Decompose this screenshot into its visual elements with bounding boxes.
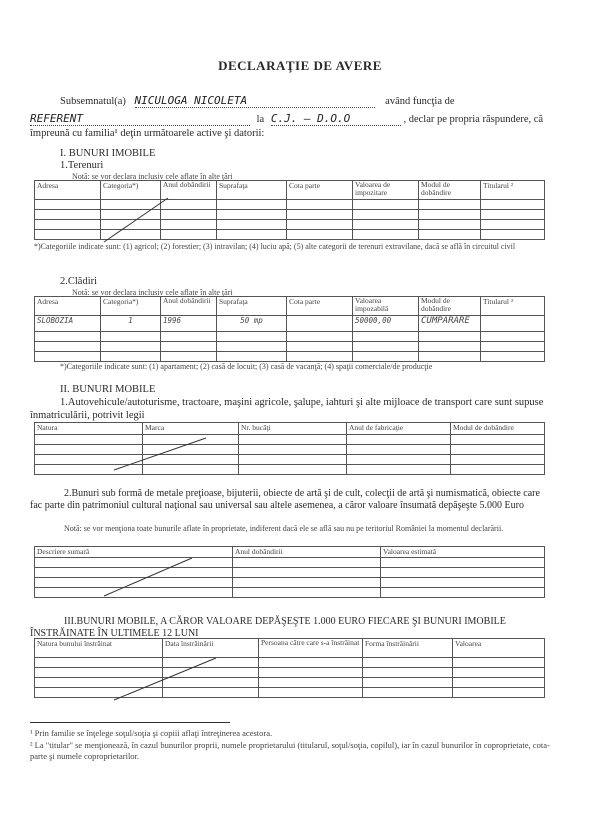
declarant-name: NICULOGA NICOLETA — [135, 94, 375, 108]
declar-label: , declar pe propria răspundere, că — [403, 114, 544, 125]
table-row — [35, 465, 545, 475]
table-header-row — [35, 547, 545, 558]
col-adresa: Adresa — [35, 181, 101, 200]
table-row — [35, 578, 545, 588]
col-anul: Anul dobândirii — [161, 181, 217, 200]
pretioase-table — [34, 546, 545, 598]
terenuri-subheading: 1.Terenuri — [60, 160, 104, 171]
section-3-heading: III.BUNURI MOBILE, A CĂROR VALOARE DEPĂŞEŞTE 1.000 EURO FIECARE ŞI BUNURI IMOBILE — [64, 616, 506, 627]
table-row — [35, 200, 545, 210]
autovehicule-table — [34, 422, 545, 475]
terenuri-footnote: *)Categoriile indicate sunt: (1) agricol; (2) forestier; (3) intravilan; (4) luciu apă; (5) alte categorii de terenuri extravilane, dacă se află în circuitul civil — [34, 242, 516, 251]
col-persoana: Persoana către care s-a înstrăinat — [259, 639, 363, 658]
declarant-function: REFERENT — [30, 112, 250, 126]
col-cota: Cota parte — [287, 297, 353, 316]
col-adresa: Adresa — [35, 297, 101, 316]
col-categoria: Categoria*) — [101, 181, 161, 200]
cell-categoria: 1 — [101, 316, 161, 332]
table-row — [35, 588, 545, 598]
pretioase-subheading: 2.Bunuri sub formă de metale preţioase, bijuterii, obiecte de artă şi de cult, colecţii de artă şi numismatică, obiecte care fac parte din patrimoniul cultural naţional sau universal sau altele asemenea, a căror valoare însumată depăşeşte 5.000 Euro — [30, 488, 540, 511]
auto-subheading: 1.Autovehicule/autoturisme, tractoare, maşini agricole, şalupe, iahturi şi alte mijloace de transport care sunt supuse înmatriculării, potrivit legii — [30, 397, 544, 421]
la-label: la — [256, 114, 265, 125]
intro-line-1 — [60, 94, 455, 108]
declarant-institution: C.J. – D.O.O — [271, 112, 401, 126]
col-suprafata: Suprafaţa — [217, 181, 287, 200]
table-row — [35, 688, 545, 698]
table-row — [35, 332, 545, 342]
cell-valoarea: 50000,00 — [353, 316, 419, 332]
table-row — [35, 220, 545, 230]
col-modul: Modul de dobândire — [419, 297, 481, 316]
col-titular: Titularul ² — [481, 181, 545, 200]
cladiri-footnote: *)Categoriile indicate sunt: (1) apartament; (2) casă de locuit; (3) casă de vacanţă; (4) spaţii comerciale/de producţie — [60, 362, 433, 371]
table-row — [35, 230, 545, 240]
table-row — [35, 658, 545, 668]
cell-suprafata: 50 mp — [217, 316, 287, 332]
footnote-2: ² La "titular" se menţionează, în cazul bunurilor proprii, numele proprietarului (titularul, soţul/soţia, copilul), iar în cazul bunurilor în coproprietate, cota-parte şi numele coproprietarilor. — [30, 740, 550, 761]
table-row — [35, 342, 545, 352]
table-row — [35, 558, 545, 568]
col-valoarea: Valoarea — [453, 639, 545, 658]
cell-cota — [287, 316, 353, 332]
table-row — [35, 352, 545, 362]
col-anul-fabricatie: Anul de fabricaţie — [347, 423, 451, 435]
table-row — [35, 210, 545, 220]
table-header-row — [35, 639, 545, 658]
intro-line-3: împreună cu familia¹ deţin următoarele active şi datorii: — [30, 128, 265, 139]
col-titular: Titularul ² — [481, 297, 545, 316]
pretioase-note: Notă: se vor menţiona toate bunurile aflate în proprietate, indiferent dacă ele se află sau nu pe teritoriul României la momentul declarării. — [64, 524, 504, 533]
table-header-row — [35, 181, 545, 200]
table-row — [35, 435, 545, 445]
section-1-heading: I. BUNURI IMOBILE — [60, 148, 156, 159]
table-row — [35, 668, 545, 678]
document-title: DECLARAŢIE DE AVERE — [218, 58, 382, 73]
col-valoarea: Valoarea de impozitare — [353, 181, 419, 200]
instrainate-table — [34, 638, 545, 698]
subsemnatul-label: Subsemnatul(a) — [60, 96, 126, 107]
table-header-row — [35, 423, 545, 435]
footnote-separator — [30, 722, 230, 723]
col-modul: Modul de dobândire — [419, 181, 481, 200]
table-header-row — [35, 297, 545, 316]
col-forma: Forma înstrăinării — [363, 639, 453, 658]
col-cota: Cota parte — [287, 181, 353, 200]
avand-functia-label: având funcţia de — [385, 96, 455, 107]
cell-titular — [481, 316, 545, 332]
col-descriere: Descriere sumară — [35, 547, 233, 558]
cell-adresa: SLOBOZIA — [35, 316, 101, 332]
table-row — [35, 445, 545, 455]
col-marca: Marca — [143, 423, 239, 435]
cladiri-table — [34, 296, 545, 362]
terenuri-table — [34, 180, 545, 240]
cladiri-note: Notă: se vor declara inclusiv cele aflate în alte ţări — [72, 288, 233, 297]
cladiri-subheading: 2.Clădiri — [60, 276, 98, 287]
col-suprafata: Suprafaţa — [217, 297, 287, 316]
col-categoria: Categoria*) — [101, 297, 161, 316]
col-anul: Anul dobândirii — [161, 297, 217, 316]
section-3-heading-2: ÎNSTRĂINATE ÎN ULTIMELE 12 LUNI — [30, 628, 199, 639]
col-valoarea: Valoarea impozabilă — [353, 297, 419, 316]
table-row — [35, 316, 545, 332]
section-2-heading: II. BUNURI MOBILE — [60, 384, 156, 395]
col-modul: Modul de dobândire — [451, 423, 545, 435]
table-row — [35, 678, 545, 688]
table-row — [35, 455, 545, 465]
col-data-instrainarii: Data înstrăinării — [163, 639, 259, 658]
terenuri-note: Notă: se vor declara inclusiv cele aflate în alte ţări — [72, 172, 233, 181]
cell-modul: CUMPARARE — [419, 316, 481, 332]
col-anul-dobandirii: Anul dobândirii — [233, 547, 381, 558]
table-row — [35, 568, 545, 578]
col-valoarea-estimata: Valoarea estimată — [381, 547, 545, 558]
cell-anul: 1996 — [161, 316, 217, 332]
col-natura-bunului: Natura bunului înstrăinat — [35, 639, 163, 658]
footnote-1: ¹ Prin familie se înţelege soţul/soţia şi copiii aflaţi întreţinerea acestora. — [30, 728, 273, 738]
col-nr-bucati: Nr. bucăţi — [239, 423, 347, 435]
col-natura: Natura — [35, 423, 143, 435]
intro-line-2 — [30, 112, 543, 126]
